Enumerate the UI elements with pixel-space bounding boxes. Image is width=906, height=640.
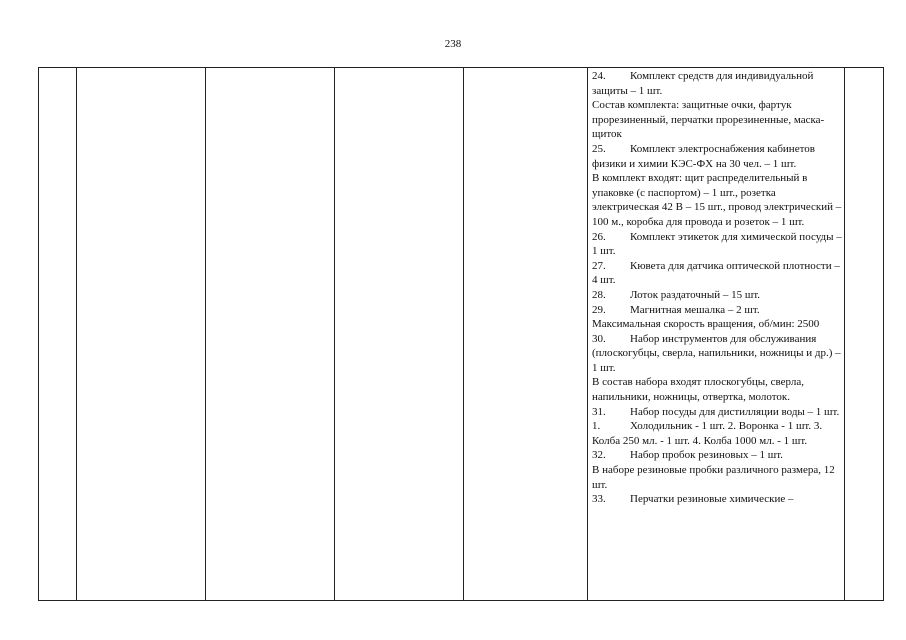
item-text: Состав комплекта: защитные очки, фартук прорезиненный, перчатки прорезиненные, маска-щиток: [592, 99, 825, 141]
empty-cell-3: [206, 68, 335, 601]
item-number: 1.: [592, 420, 601, 433]
numbered-item: [592, 230, 842, 259]
item-number: 27.: [592, 259, 606, 272]
item-number: 28.: [592, 288, 606, 301]
numbered-item: [592, 332, 842, 376]
numbered-item: [592, 419, 842, 448]
item-description: [592, 171, 842, 229]
item-text: В состав набора входят плоскогубцы, сверла, напильники, ножницы, отвертка, молоток.: [592, 376, 804, 404]
item-text: Магнитная мешалка – 2 шт.: [630, 303, 760, 316]
item-description: [592, 463, 842, 492]
item-number: 31.: [592, 405, 606, 418]
numbered-item: [592, 69, 842, 98]
item-number: 29.: [592, 303, 606, 316]
item-text: Комплект средств для индивидуальной защиты – 1 шт.: [592, 70, 814, 97]
item-number: 32.: [592, 449, 606, 462]
numbered-item: [592, 259, 842, 288]
item-text: Набор посуды для дистилляции воды – 1 шт.: [630, 405, 840, 418]
empty-cell-2: [77, 68, 206, 601]
item-number: 25.: [592, 142, 606, 155]
table-row: [39, 68, 884, 601]
numbered-item: [592, 405, 842, 420]
item-number: 33.: [592, 493, 606, 506]
item-number: 26.: [592, 230, 606, 243]
numbered-item: [592, 142, 842, 171]
empty-cell-7: [845, 68, 884, 601]
item-text: Комплект этикеток для химической посуды – 1 шт.: [592, 230, 842, 258]
equipment-list-cell: [588, 68, 845, 601]
item-description: [592, 375, 842, 404]
item-number: 24.: [592, 70, 606, 82]
empty-cell-1: [39, 68, 77, 601]
item-text: Лоток раздаточный – 15 шт.: [630, 288, 761, 301]
specification-table: [38, 67, 884, 601]
item-text: Кювета для датчика оптической плотности – 4 шт.: [592, 259, 840, 287]
item-text: Перчатки резиновые химические –: [630, 493, 794, 506]
empty-cell-4: [335, 68, 464, 601]
page-number: 238: [444, 38, 462, 50]
item-text: В наборе резиновые пробки различного размера, 12 шт.: [592, 464, 835, 491]
item-description: [592, 317, 842, 332]
item-description: [592, 98, 842, 142]
empty-cell-5: [464, 68, 588, 601]
numbered-item: [592, 448, 842, 463]
item-text: В комплект входят: щит распределительный в упаковке (с паспортом) – 1 шт., розетка электрическая 42 В – 15 шт., провод электрический – 100 м., коробка для провода и розеток – 1 шт.: [592, 172, 842, 228]
item-text: Набор пробок резиновых – 1 шт.: [630, 449, 783, 462]
item-text: Холодильник - 1 шт. 2. Воронка - 1 шт. 3. Колба 250 мл. - 1 шт. 4. Колба 1000 мл. - 1 шт.: [592, 420, 823, 447]
numbered-item: [592, 303, 842, 318]
item-number: 30.: [592, 332, 606, 345]
item-text: Набор инструментов для обслуживания (плоскогубцы, сверла, напильники, ножницы и др.) – 1 шт.: [592, 332, 841, 374]
numbered-item: [592, 492, 842, 507]
item-text: Максимальная скорость вращения, об/мин: 2500: [592, 318, 820, 331]
numbered-item: [592, 288, 842, 303]
item-text: Комплект электроснабжения кабинетов физики и химии КЭС-ФХ на 30 чел. – 1 шт.: [592, 142, 815, 170]
equipment-list: [592, 69, 842, 507]
